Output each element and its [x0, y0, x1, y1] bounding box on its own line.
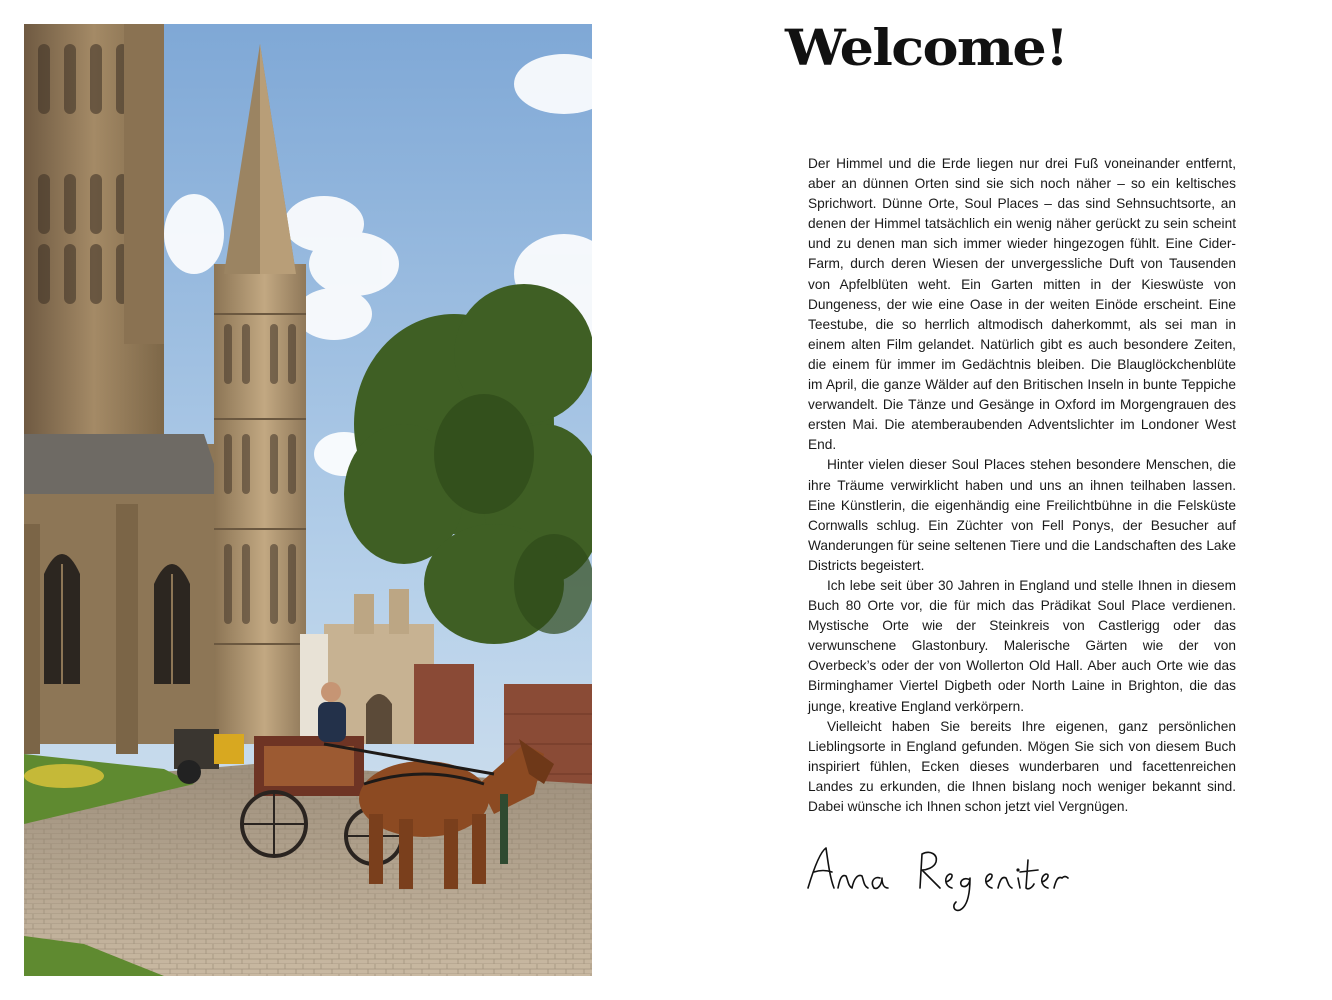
paragraph: Der Himmel und die Erde liegen nur drei Fuß voneinander entfernt, aber an dünnen Orten sind sie sich noch näher – so ein keltisches Sprichwort. Dünne Orte, Soul Places – das sind Sehnsuchtsorte, an denen der Himmel tatsächlich ein wenig näher gerückt zu sein scheint und zu denen man sich immer wieder hingezogen fühlt. Eine Cider-Farm, durch deren Wiesen der unvergessliche Duft von Tausenden von Apfelblüten weht. Ein Garten mitten in der Kieswüste von Dungeness, der wie eine Oase in der weiten Einöde erscheint. Eine Teestube, die so herrlich altmodisch daherkommt, als sei man in einem alten Film gelandet. Natürlich gibt es auch besondere Zeiten, die einem für immer im Gedächtnis bleiben. Die Blauglöckchenblüte im April, die ganze Wälder auf den Britischen Inseln in bunte Teppiche verwandelt. Die Tänze und Gesänge in Oxford im Morgengrauen des ersten Mai. Die atemberaubenden Adventslichter im Londoner West End. [808, 156, 1236, 453]
paragraph: Vielleicht haben Sie bereits Ihre eigenen, ganz persönlichen Lieblingsorte in England gefunden. Mögen Sie sich von diesem Buch inspiriert fühlen, Ecken dieses wunderbaren und facettenreichen Landes zu erkunden, die Ihnen bislang noch weniger bekannt sind. Dabei wünsche ich Ihnen schon jetzt viel Vergnügen. [808, 718, 1236, 814]
paragraph: Hinter vielen dieser Soul Places stehen besondere Menschen, die ihre Träume verwirklicht haben und uns an ihnen teilhaben lassen. Eine Künstlerin, die eigenhändig eine Freilichtbühne in die Felsküste Cornwalls schlug. Ein Züchter von Fell Ponys, der Besucher auf Wanderungen für seine seltenen Tiere und die Landschaften des Lake Districts begeistert. [808, 457, 1236, 573]
cathedral-photo [24, 24, 592, 976]
author-signature [800, 838, 1080, 918]
page-title: Welcome! [785, 18, 1068, 77]
welcome-text [808, 154, 1236, 817]
paragraph: Ich lebe seit über 30 Jahren in England und stelle Ihnen in diesem Buch 80 Orte vor, die für mich das Prädikat Soul Place verdienen. Mystische Orte wie der Steinkreis von Castlerigg oder das verwunschene Glastonbury. Malerische Gärten wie der von Overbeck’s oder der von Wollerton Old Hall. Aber auch Orte wie das Birminghamer Viertel Digbeth oder North Laine in Brighton, die das junge, kreative England verkörpern. [808, 577, 1236, 714]
